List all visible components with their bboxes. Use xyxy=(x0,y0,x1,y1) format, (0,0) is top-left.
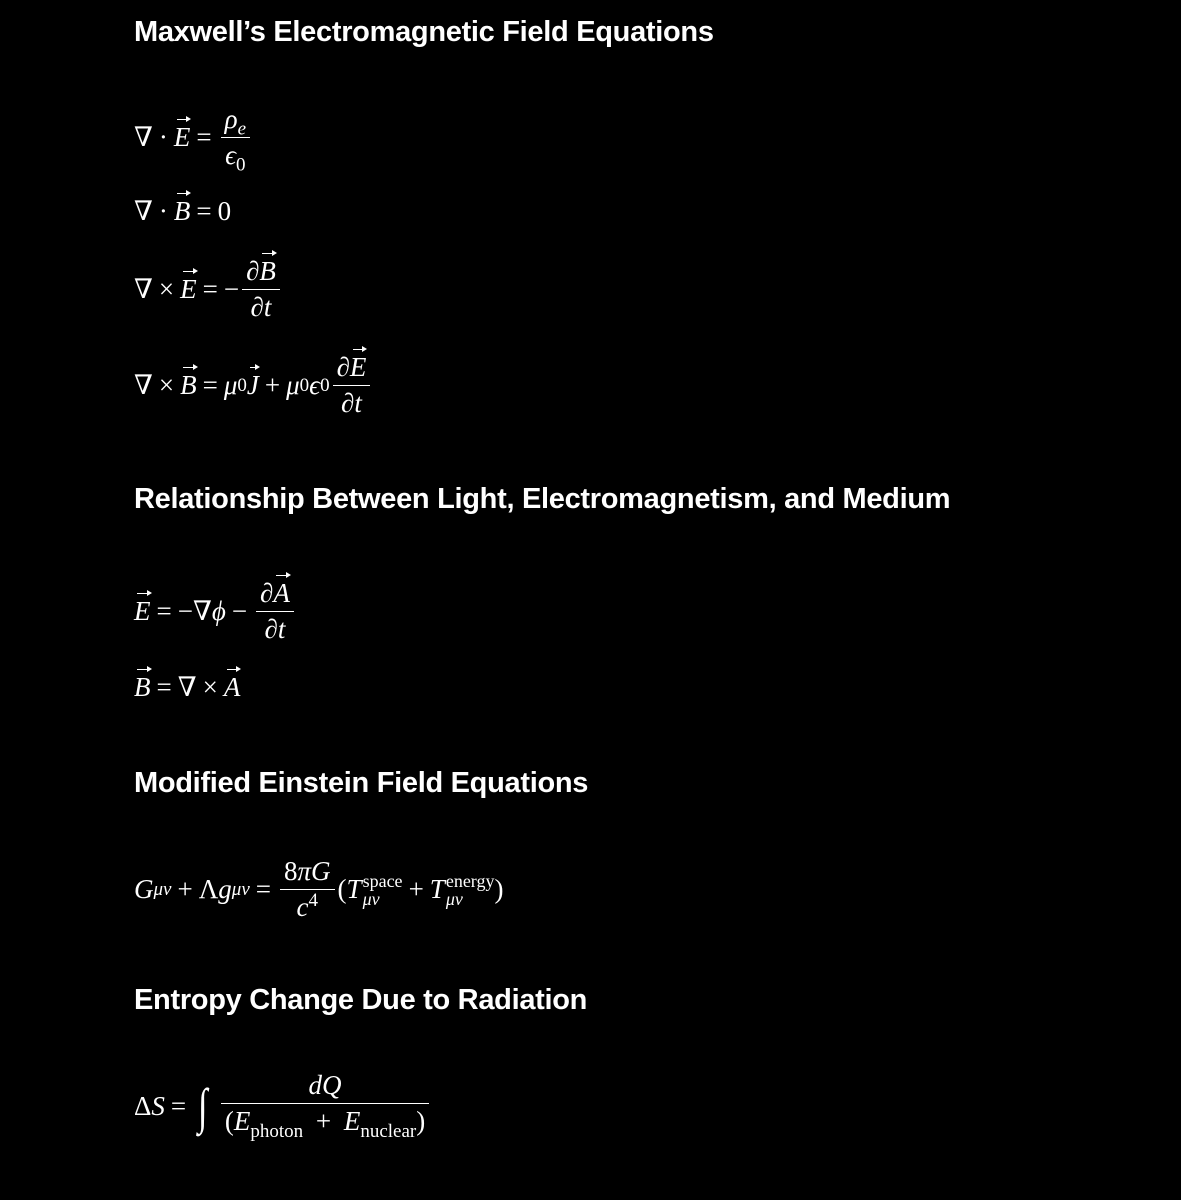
equation-faraday-law: ∇ × E = − $\frac{\partial B}{\partial t}$ xyxy=(134,256,283,323)
heading-maxwell-equations: Maxwell’s Electromagnetic Field Equations xyxy=(134,16,714,48)
heading-entropy-change-radiation: Entropy Change Due to Radiation xyxy=(134,984,588,1016)
heading-modified-einstein-equations: Modified Einstein Field Equations xyxy=(134,767,589,799)
equation-entropy-change: Δ S = ∫ $\frac{dQ}{(E_{photon} + E_{nuclear})}$ xyxy=(134,1070,432,1143)
equation-gauss-law: ∇ · E = $\frac{\rho_e}{\epsilon_0}$ xyxy=(134,104,253,171)
equation-gauss-magnetism: ∇ · B = 0 xyxy=(134,196,232,226)
heading-light-electromagnetism-medium: Relationship Between Light, Electromagnetism, and Medium xyxy=(134,483,951,515)
equation-modified-einstein: G μν + Λ g μν = $\frac{8\pi G}{c^4}$ ( T space μν + T energy μν ) xyxy=(134,856,504,923)
equation-electric-field-potential: E = − ∇ ϕ − $\frac{\partial A}{\partial t}$ xyxy=(134,578,297,645)
equation-magnetic-field-potential: B = ∇ × A xyxy=(134,672,241,702)
equation-ampere-maxwell-law: ∇ × B = μ 0 J + μ 0 ϵ 0 $\frac{\partial E}{\partial t}$ xyxy=(134,352,373,419)
